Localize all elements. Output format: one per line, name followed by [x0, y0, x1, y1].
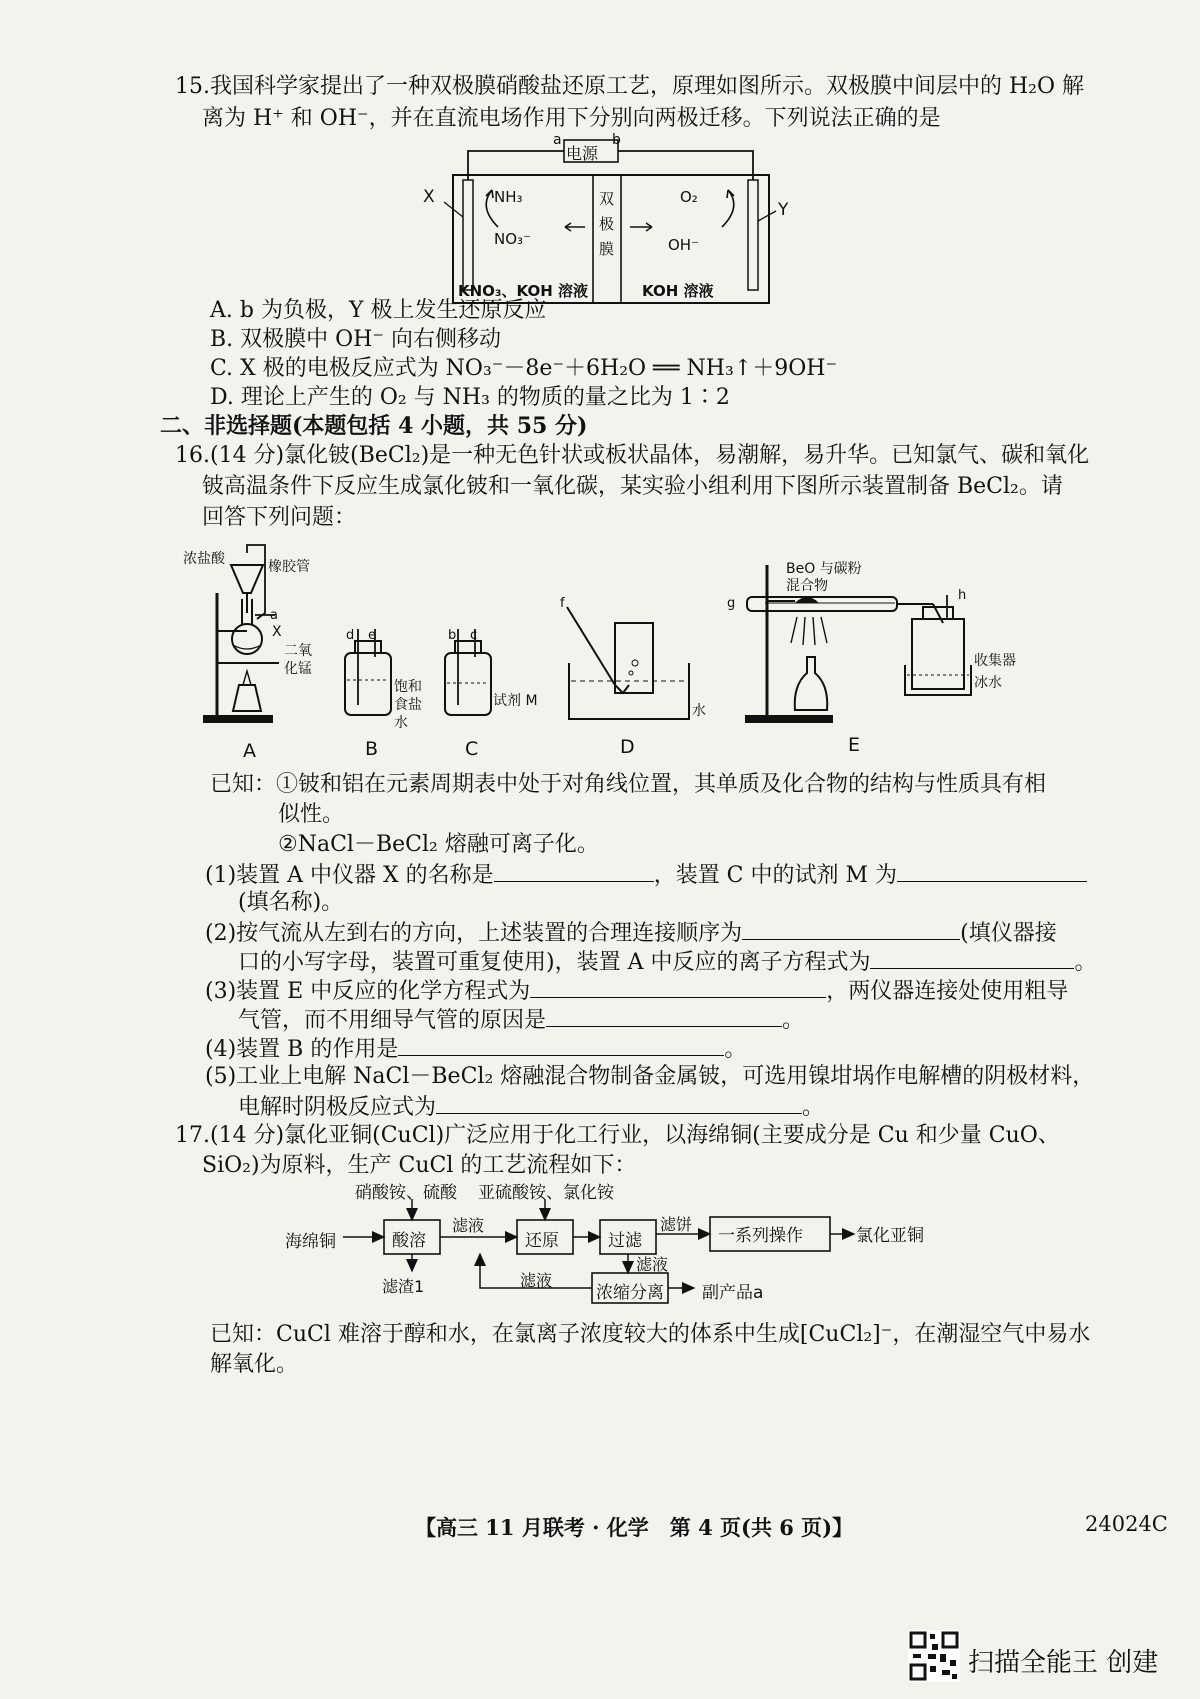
q17-line1: 17.(14 分)氯化亚铜(CuCl)广泛应用于化工行业，以海绵铜(主要成分是 Cu 和少量 CuO、	[175, 1123, 1060, 1148]
port-e-label: e	[368, 628, 376, 643]
q16-line3: 回答下列问题：	[202, 505, 357, 530]
q16-p1-text-c: (填名称)。	[238, 890, 344, 915]
answer-blank-7[interactable]	[398, 1033, 724, 1056]
mno2-label-2: 化锰	[284, 661, 312, 677]
terminal-a: a	[553, 132, 562, 148]
answer-blank-8[interactable]	[436, 1091, 802, 1114]
q16-p3-text-c: 气管，而不用细导气管的原因是	[238, 1008, 547, 1033]
flow-step-concentrate[interactable]: 浓缩分离	[596, 1283, 664, 1303]
q16-line2: 铍高温条件下反应生成氯化铍和一氧化碳，某实验小组利用下图所示装置制备 BeCl₂。请	[202, 474, 1063, 499]
q16-p4-text-b: 。	[724, 1037, 747, 1062]
q16-p5-text-a: (5)工业上电解 NaCl－BeCl₂ 熔融混合物制备金属铍，可选用镍坩埚作电解槽的阴极材料，	[205, 1064, 1095, 1089]
flow-reagent-1: 硝酸铵、硫酸	[355, 1183, 457, 1203]
flow-product: 氯化亚铜	[856, 1226, 924, 1246]
flow-step-series-ops[interactable]: 一系列操作	[718, 1226, 803, 1246]
collector-label: 收集器	[974, 653, 1016, 669]
answer-blank-6[interactable]	[546, 1004, 782, 1027]
q15-option-c: C. X 极的电极反应式为 NO₃⁻－8e⁻＋6H₂O ══ NH₃↑＋9OH⁻	[210, 356, 838, 381]
q17-line2: SiO₂)为原料，生产 CuCl 的工艺流程如下：	[202, 1153, 637, 1178]
port-d-label: d	[346, 628, 355, 643]
caption-b: B	[365, 738, 379, 760]
flow-residue-1: 滤渣1	[382, 1277, 425, 1296]
scanner-watermark: 扫描全能王 创建	[968, 1648, 1159, 1678]
ice-water-label: 冰水	[974, 675, 1002, 691]
section-2-heading: 二、非选择题(本题包括 4 小题，共 55 分)	[160, 413, 588, 439]
flow-byproduct: 副产品a	[702, 1283, 764, 1303]
caption-c: C	[465, 738, 479, 760]
q16-p3-text-a: (3)装置 E 中反应的化学方程式为	[205, 979, 531, 1004]
q16-p3-text-d: 。	[782, 1008, 805, 1033]
q16-p2-text-a: (2)按气流从左到右的方向，上述装置的合理连接顺序为	[205, 921, 743, 946]
instrument-x-label: X	[272, 624, 282, 640]
answer-blank-1[interactable]	[494, 859, 654, 882]
flow-filter-cake: 滤饼	[660, 1215, 693, 1234]
beo-carbon-label-1: BeO 与碳粉	[786, 561, 862, 577]
q16-known-1a: 已知：①铍和铝在元素周期表中处于对角线位置，其单质及化合物的结构与性质具有相	[210, 772, 1047, 797]
q17-known-a: 已知：CuCl 难溶于醇和水，在氯离子浓度较大的体系中生成[CuCl₂]⁻，在潮湿空气中易水	[210, 1322, 1091, 1347]
mno2-label-1: 二氧	[284, 643, 312, 659]
caption-a: A	[243, 740, 256, 762]
q15-option-b: B. 双极膜中 OH⁻ 向右侧移动	[210, 327, 501, 352]
answer-blank-5[interactable]	[530, 975, 826, 998]
qr-code-icon	[908, 1630, 960, 1682]
o2-label: O₂	[680, 188, 698, 206]
q16-p2-text-b: (填仪器接	[960, 921, 1057, 946]
answer-blank-3[interactable]	[742, 917, 960, 940]
port-a-label: a	[270, 608, 278, 623]
port-f-label: f	[560, 596, 565, 611]
paper-code: 24024C	[1085, 1512, 1168, 1536]
reagent-m-label: 试剂 M	[493, 693, 538, 709]
electrode-x-label: X	[423, 187, 435, 207]
q15-stem-line2: 离为 H⁺ 和 OH⁻，并在直流电场作用下分别向两极迁移。下列说法正确的是	[202, 106, 941, 131]
q16-known-2: ②NaCl－BeCl₂ 熔融可离子化。	[278, 832, 599, 857]
brine-label-2: 食盐	[394, 697, 422, 713]
answer-blank-2[interactable]	[897, 859, 1087, 882]
flow-filtrate-3: 滤液	[520, 1271, 553, 1290]
port-b-label: b	[448, 628, 457, 643]
page-footer: 【高三 11 月联考 · 化学 第 4 页(共 6 页)】	[415, 1515, 854, 1540]
q16-p3-text-b: ，两仪器连接处使用粗导	[826, 979, 1069, 1004]
flow-raw-material: 海绵铜	[285, 1232, 336, 1252]
flow-filtrate-1: 滤液	[452, 1216, 485, 1235]
caption-d: D	[620, 736, 635, 758]
port-c-label: c	[470, 628, 478, 643]
flow-reagent-2: 亚硫酸铵、氯化铵	[478, 1183, 614, 1203]
q16-p5-text-b: 电解时阴极反应式为	[238, 1095, 437, 1120]
no3-label: NO₃⁻	[494, 230, 531, 248]
membrane-char-1: 双	[599, 190, 615, 208]
q16-p2-text-c: 口的小写字母，装置可重复使用)，装置 A 中反应的离子方程式为	[238, 950, 871, 975]
q15-stem-line1: 15.我国科学家提出了一种双极膜硝酸盐还原工艺，原理如图所示。双极膜中间层中的 H₂O 解	[175, 74, 1085, 99]
q16-known-1b: 似性。	[278, 802, 345, 827]
electrode-y-label: Y	[778, 200, 789, 220]
flow-step-filter[interactable]: 过滤	[608, 1231, 642, 1251]
answer-blank-4[interactable]	[870, 946, 1074, 969]
q15-option-a: A. b 为负极，Y 极上发生还原反应	[210, 298, 547, 323]
power-source-label: 电源	[566, 144, 599, 163]
left-solution-label: KNO₃、KOH 溶液	[458, 282, 588, 300]
q16-p2-text-d: 。	[1074, 950, 1097, 975]
q15-option-d: D. 理论上产生的 O₂ 与 NH₃ 的物质的量之比为 1∶2	[210, 385, 730, 410]
port-g-label: g	[727, 596, 736, 611]
port-h-label: h	[958, 588, 967, 603]
flow-filtrate-2: 滤液	[636, 1255, 669, 1274]
nh3-label: NH₃	[494, 188, 523, 206]
caption-e: E	[848, 734, 861, 756]
q16-p4-text-a: (4)装置 B 的作用是	[205, 1037, 399, 1062]
beo-carbon-label-2: 混合物	[786, 578, 828, 594]
q16-p1-text-a: (1)装置 A 中仪器 X 的名称是	[205, 863, 494, 888]
water-label: 水	[692, 703, 706, 719]
brine-label-1: 饱和	[394, 679, 422, 695]
q16-p5-text-c: 。	[802, 1095, 825, 1120]
membrane-char-3: 膜	[599, 240, 615, 258]
membrane-char-2: 极	[599, 215, 615, 233]
flow-step-acid-dissolve[interactable]: 酸溶	[392, 1231, 426, 1251]
q16-line1: 16.(14 分)氯化铍(BeCl₂)是一种无色针状或板状晶体，易潮解，易升华。已知氯气、碳和氧化	[175, 443, 1090, 468]
oh-label: OH⁻	[668, 236, 700, 254]
q16-p1-text-b: ，装置 C 中的试剂 M 为	[653, 863, 898, 888]
terminal-b: b	[612, 132, 621, 148]
flow-step-reduce[interactable]: 还原	[525, 1231, 559, 1251]
conc-hcl-label: 浓盐酸	[183, 551, 225, 567]
right-solution-label: KOH 溶液	[642, 282, 714, 300]
rubber-tube-label: 橡胶管	[268, 559, 310, 575]
q17-known-b: 解氧化。	[210, 1352, 299, 1377]
brine-label-3: 水	[394, 715, 408, 731]
apparatus-diagram	[195, 535, 995, 735]
